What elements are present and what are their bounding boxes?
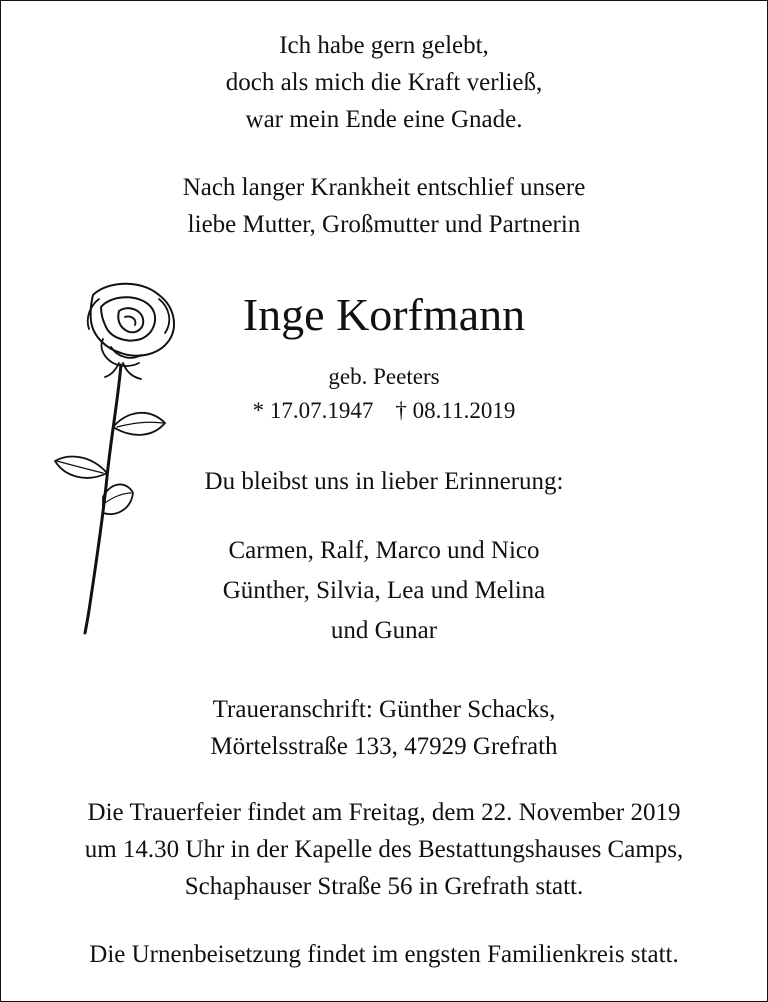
life-dates	[1, 392, 767, 429]
family-names	[1, 531, 767, 651]
poem-line: doch als mich die Kraft verließ,	[225, 69, 543, 96]
poem-line: Ich habe gern gelebt,	[279, 32, 489, 59]
ceremony-info	[1, 794, 767, 905]
death-date: † 08.11.2019	[395, 398, 516, 423]
ceremony-line: um 14.30 Uhr in der Kapelle des Bestattungshauses Camps,	[84, 836, 684, 863]
poem-line: war mein Ende eine Gnade.	[245, 106, 523, 133]
intro-text	[1, 169, 767, 243]
intro-line: Nach langer Krankheit entschlief unsere	[182, 174, 586, 201]
family-line: Carmen, Ralf, Marco und Nico	[228, 537, 540, 564]
poem	[1, 27, 767, 138]
birth-name: geb. Peeters	[328, 364, 440, 389]
mourning-address	[1, 691, 767, 765]
birth-date: * 17.07.1947	[252, 398, 374, 423]
urn-burial-info: Die Urnenbeisetzung findet im engsten Familienkreis statt.	[89, 941, 679, 968]
intro-line: liebe Mutter, Großmutter und Partnerin	[187, 211, 581, 238]
memory-line: Du bleibst uns in lieber Erinnerung:	[204, 468, 564, 495]
ceremony-line: Schaphauser Straße 56 in Grefrath statt.	[184, 873, 584, 900]
ceremony-line: Die Trauerfeier findet am Freitag, dem 22. November 2019	[87, 799, 681, 826]
family-line: Günther, Silvia, Lea und Melina	[222, 577, 546, 604]
deceased-name: Inge Korfmann	[242, 289, 526, 340]
address-line: Traueranschrift: Günther Schacks,	[212, 696, 556, 723]
family-line: und Gunar	[330, 617, 438, 644]
address-line: Mörtelsstraße 133, 47929 Grefrath	[210, 733, 558, 760]
